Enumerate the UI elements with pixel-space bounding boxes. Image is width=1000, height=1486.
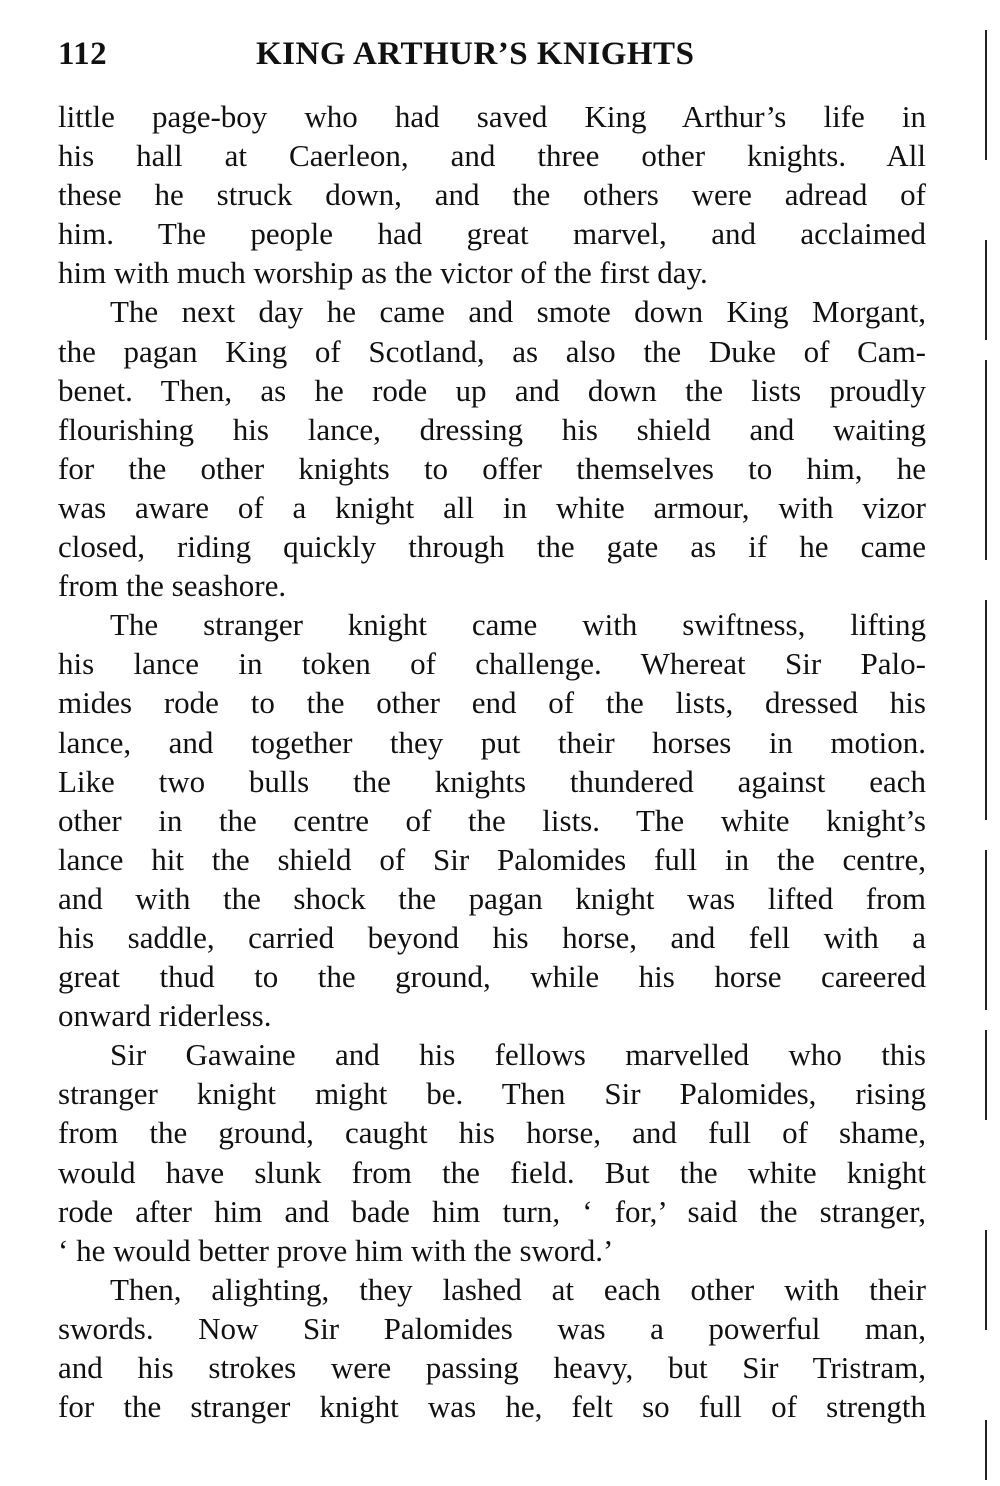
- text-line: these he struck down, and the others were adread of: [58, 177, 926, 213]
- running-title: KING ARTHUR’S KNIGHTS: [256, 36, 695, 72]
- page-number: 112: [58, 36, 108, 72]
- text-line: from the seashore.: [58, 568, 287, 604]
- margin-rule: [985, 600, 987, 820]
- text-line: him. The people had great marvel, and acclaimed: [58, 216, 926, 252]
- text-line: and with the shock the pagan knight was lifted from: [58, 880, 926, 916]
- text-line: the pagan King of Scotland, as also the Duke of Cam-: [58, 333, 926, 369]
- text-line: mides rode to the other end of the lists, dressed his: [58, 685, 926, 721]
- text-line: other in the centre of the lists. The white knight’s: [58, 802, 926, 838]
- text-line: stranger knight might be. Then Sir Palomides, rising: [58, 1076, 926, 1112]
- text-line: for the other knights to offer themselves to him, he: [58, 450, 926, 486]
- text-line: flourishing his lance, dressing his shield and waiting: [58, 411, 926, 447]
- page-header: [58, 36, 926, 80]
- margin-rule: [985, 360, 987, 560]
- text-line: his saddle, carried beyond his horse, and fell with a: [58, 919, 926, 955]
- text-line: benet. Then, as he rode up and down the lists proudly: [58, 372, 926, 408]
- text-line: would have slunk from the field. But the white knight: [58, 1154, 926, 1190]
- body-text: [58, 97, 926, 1426]
- text-line: Sir Gawaine and his fellows marvelled who this: [110, 1037, 926, 1073]
- text-line: little page-boy who had saved King Arthur’s life in: [58, 99, 926, 134]
- text-line: swords. Now Sir Palomides was a powerful man,: [58, 1310, 926, 1346]
- text-line: was aware of a knight all in white armour, with vizor: [58, 489, 926, 525]
- margin-rule: [985, 240, 987, 340]
- text-line: and his strokes were passing heavy, but Sir Tristram,: [58, 1350, 926, 1385]
- text-line: closed, riding quickly through the gate as if he came: [58, 529, 926, 565]
- text-line: great thud to the ground, while his horse careered: [58, 959, 926, 995]
- text-line: lance, and together they put their horses in motion.: [58, 724, 926, 760]
- text-line: for the stranger knight was he, felt so full of strength: [58, 1389, 926, 1425]
- margin-rule: [985, 1030, 987, 1120]
- text-line: Then, alighting, they lashed at each other with their: [110, 1271, 926, 1307]
- text-line: The stranger knight came with swiftness, lifting: [110, 607, 926, 643]
- margin-rule: [985, 30, 987, 160]
- margin-rule: [985, 1420, 987, 1480]
- margin-rule: [985, 1230, 987, 1330]
- text-line: him with much worship as the victor of the first day.: [58, 255, 708, 291]
- text-line: lance hit the shield of Sir Palomides full in the centre,: [58, 841, 926, 877]
- margin-rule: [985, 850, 987, 1010]
- text-line: onward riderless.: [58, 998, 272, 1034]
- text-line: rode after him and bade him turn, ‘ for,’ said the stranger,: [58, 1193, 926, 1229]
- text-line: his lance in token of challenge. Whereat Sir Palo-: [58, 646, 926, 682]
- text-line: Like two bulls the knights thundered against each: [58, 763, 926, 799]
- text-line: his hall at Caerleon, and three other knights. All: [58, 138, 926, 174]
- text-line: from the ground, caught his horse, and full of shame,: [58, 1115, 926, 1151]
- text-line: ‘ he would better prove him with the sword.’: [58, 1232, 614, 1268]
- text-line: The next day he came and smote down King Morgant,: [110, 294, 926, 330]
